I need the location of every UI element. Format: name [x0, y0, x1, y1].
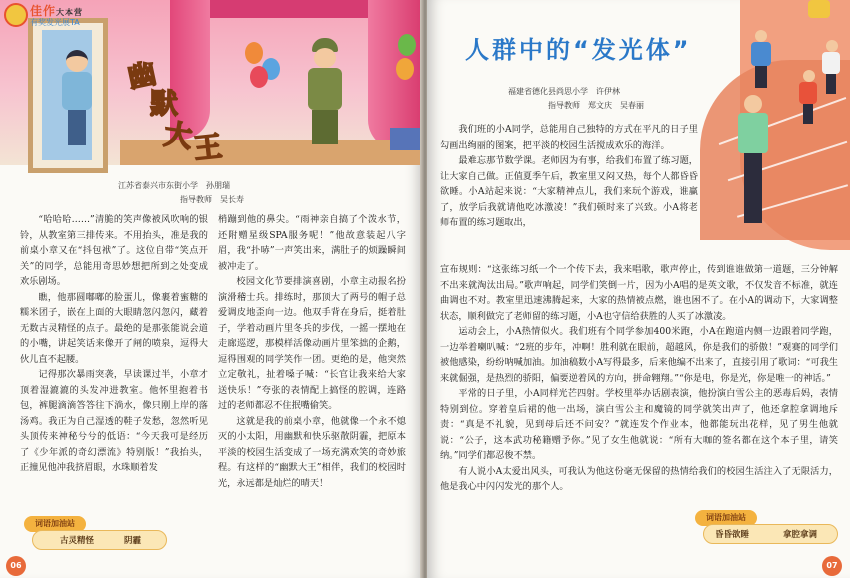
paragraph: 校园文化节要排演喜剧，小章主动报名扮演滑稽士兵。排练时，那顶大了两号的帽子总爱调皮地歪向一边。他双手背在身后，挺着肚子，学着动画片里冬兵的步伐，一摇一摆地在走廊巡逻，那模样活像动画片里笨拙的企鹅，逗得围观的同学笑作一团。更绝的是，他突然立定敬礼，扯着嗓子喊：“长官让我来给大家送快乐！”夸张的表情配上搞怪的腔调，连路过的老师都忍不住抿嘴偷笑。 — [218, 276, 406, 411]
right-vocab-box — [695, 510, 840, 546]
series-badge — [0, 0, 110, 30]
vocab-label: 词语加油站 — [24, 516, 86, 532]
left-byline-line1: 江苏省泰兴市东街小学 孙朋瑞 — [118, 181, 230, 190]
right-column-top — [440, 122, 698, 231]
paragraph: 瞧，他那圆嘟嘟的脸蛋儿，像裹着蜜糖的糯米团子，嵌在上面的大眼睛忽闪忽闪，藏着无数古灵精怪的点子。最绝的是那张能说会道的小嘴，讲起笑话来像开了闸的喷泉，逗得大伙儿直不起腰。 — [20, 291, 208, 365]
badge-title: 佳作大本营 — [30, 4, 84, 18]
vocab-word-2: 阴霾 — [124, 536, 142, 546]
paragraph: 最难忘那节数学课。老师因为有事，给我们布置了练习题，让大家自己做。正值夏季午后，教室里又闷又热，每个人都昏昏欲睡。小A站起来说：“大家精神点儿，我们来玩个游戏，谁赢了，放学后我就请他吃冰激凌！”我们顿时来了兴致。小A将老师布置的练习题取出， — [440, 155, 698, 228]
balloon-red — [250, 66, 268, 88]
left-column-2 — [218, 212, 406, 491]
title-char-2: 默 — [150, 87, 179, 120]
left-byline-line2: 指导教师 吴长寿 — [180, 195, 244, 204]
paragraph: 平常的日子里，小A同样光芒四射。学校里举办话剧表演，他扮演白雪公主的恶毒后妈，表情特别到位。穿着皇后裙的他一出场，演白雪公主和魔镜的同学就笑出声了，他还拿腔拿调地斥责：“真是不礼貌，见到母后还不问安？”就连发个作业本，他都能玩出花样，见了男生他就说：“公子，这本武功秘籍赠予你。”见了女生他就说：“所有大咖的签名都在这个本子里，请笑纳。”同学们都忍俊不禁。 — [440, 388, 838, 461]
vocab-word-1: 昏昏欲睡 — [715, 530, 750, 540]
left-vocab-box — [24, 516, 169, 552]
soldier-boy-figure — [300, 38, 350, 148]
balloon-yellow — [396, 58, 414, 80]
left-article-title — [124, 56, 238, 172]
title-char-4: 王 — [192, 129, 224, 166]
stage-speaker-box — [390, 128, 420, 150]
wet-boy-figure — [60, 50, 94, 150]
right-page-number: 07 — [822, 556, 842, 576]
left-column-1 — [20, 212, 208, 476]
left-page-number: 06 — [6, 556, 26, 576]
vocab-word-1: 古灵精怪 — [60, 536, 95, 546]
vocab-label: 词语加油站 — [695, 510, 757, 526]
title-char-1: 幽 — [124, 56, 160, 95]
badge-logo-icon — [4, 3, 28, 27]
balloon-orange — [245, 42, 263, 64]
right-byline-line2: 指导教师 郑文庆 吴春丽 — [548, 101, 644, 110]
right-article-title: 人群中的“发光体” — [465, 36, 692, 64]
paragraph: 宣布规则：“这张练习纸一个一个传下去，我来唱歌，歌声停止，传到谁谁做第一道题，三分钟解不出来就淘汰出局。”歌声响起，同学们笑倒一片，因为小A唱的是英文歌，不仅发音不标准，就连曲调也不对。教室里迅速沸腾起来，大家的热情被点燃，谁也困不了。在小A的调动下，大家调整状态，顺利做完了老师留的练习题，小A也守信给获胜的人买了冰激凌。 — [440, 264, 838, 322]
paragraph: 记得那次暴雨突袭，早读课过半，小章才顶着湿漉漉的头发冲进教室。他怀里抱着书包，裤腿滴滴答答往下淌水，像只刚上岸的落汤鸡。我正为自己湿透的鞋子发愁，忽然听见头顶传来神秘兮兮的低语：“今天我可是经历了《少年派的奇幻漂流》特别版！”我抬头，正撞见他冲我挤眉眼，水珠顺着发 — [20, 369, 208, 473]
paragraph: 我们班的小A同学，总能用自己独特的方式在平凡的日子里勾画出绚丽的图案，把平淡的校园生活搅成欢乐的海洋。 — [440, 124, 698, 151]
badge-subtitle: 有奖发光展TA — [30, 18, 80, 27]
title-char-3: 大 — [161, 117, 195, 154]
balloon-green — [398, 34, 416, 56]
vocab-word-2: 拿腔拿调 — [783, 530, 818, 540]
vocab-bar — [32, 530, 167, 550]
paragraph: 运动会上，小A热情似火。我们班有个同学参加400米跑，小A在跑道内侧一边跟着同学跑，一边举着喇叭喊：“2班的步年，冲啊！胜利就在眼前，超越风，你是我们的骄傲！”观赛的同学们被他感染，纷纷呐喊加油。加油稿数小A写得最多，后来他编不出来了，直接引用了歌词：“可我生来就倔强，是热烈的骄阳，偏要逆着风的方向，拼命翱翔。”“你是电，你是光，你是唯一的神话。” — [440, 326, 838, 384]
paragraph: 这就是我的前桌小章，他就像一个永不熄灭的小太阳，用幽默和快乐驱散阴霾，把原本平淡的校园生活变成了一场充满欢笑的奇妙旅程。有这样的“幽默大王”相伴，我们的校园时光，永远都是灿烂的晴天！ — [218, 415, 406, 489]
right-byline-line1: 福建省德化县尚思小学 许伊林 — [508, 87, 620, 96]
paragraph: “哈哈哈……”清脆的笑声像被风吹响的银铃，从教室第三排传来。不用抬头，准是我的前桌小章又在“抖包袱”了。这位自带“笑点开关”的同学，总能用奇思妙想把所到之处变成欢乐剧场。 — [20, 214, 208, 287]
paragraph: 有人说小A太爱出风头，可我认为他这份毫无保留的热情给我们的校园生活注入了无限活力，他是我心中闪闪发光的那个人。 — [440, 465, 838, 492]
paragraph: 梢蹦到他的鼻尖。“雨神亲自搞了个泼水节，还附赠星级SPA服务呢！”他故意装起八字眉，我“扑哧”一声笑出来，满肚子的烦躁瞬间被冲走了。 — [218, 214, 406, 272]
left-page — [0, 0, 423, 578]
right-column-full — [440, 262, 838, 495]
